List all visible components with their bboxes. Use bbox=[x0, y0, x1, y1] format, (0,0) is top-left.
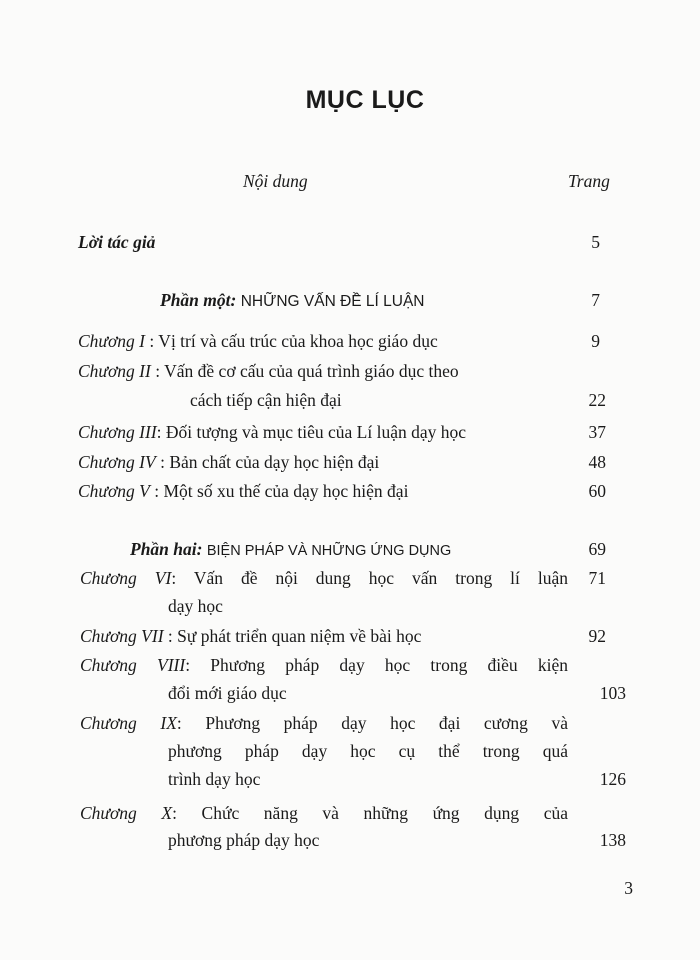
chapter-title: : Vấn đề nội dung học vấn trong lí luận bbox=[171, 568, 568, 588]
chapter-label: Chương X bbox=[80, 803, 173, 823]
toc-page: 71 bbox=[588, 568, 606, 588]
toc-page: 103 bbox=[599, 683, 626, 703]
toc-page: 126 bbox=[599, 769, 626, 789]
chapter-label: Chương VIII bbox=[80, 655, 186, 675]
column-header-page: Trang bbox=[568, 171, 610, 191]
part-label: Phần hai: bbox=[130, 539, 203, 559]
chapter-title: : Vấn đề cơ cấu của quá trình giáo dục theo bbox=[150, 361, 459, 381]
toc-page: 60 bbox=[588, 481, 606, 501]
toc-page: 48 bbox=[588, 452, 606, 472]
chapter-title-continued: trình dạy học bbox=[168, 769, 261, 789]
chapter-title-continued: dạy học bbox=[168, 596, 223, 616]
toc-preface: Lời tác giả bbox=[78, 232, 156, 252]
chapter-label: Chương IX bbox=[80, 713, 177, 733]
toc-part-one bbox=[160, 289, 425, 313]
toc-chapter bbox=[78, 360, 459, 382]
toc-chapter bbox=[78, 421, 466, 443]
chapter-label: Chương VI bbox=[80, 568, 172, 588]
chapter-title: : Đối tượng và mục tiêu của Lí luận dạy học bbox=[156, 422, 467, 442]
chapter-title: : Sự phát triển quan niệm về bài học bbox=[163, 626, 422, 646]
chapter-title: : Vị trí và cấu trúc của khoa học giáo dục bbox=[145, 331, 438, 351]
toc-chapter bbox=[78, 330, 438, 352]
toc-chapter bbox=[80, 625, 421, 647]
chapter-title-continued: phương pháp dạy học bbox=[168, 830, 320, 850]
toc-page: 5 bbox=[591, 232, 600, 252]
toc-chapter bbox=[80, 712, 568, 734]
toc-chapter bbox=[80, 654, 568, 676]
toc-chapter bbox=[78, 480, 408, 502]
toc-chapter bbox=[80, 567, 568, 589]
chapter-label: Chương VII bbox=[80, 626, 164, 646]
chapter-title: : Phương pháp dạy học đại cương và bbox=[176, 713, 568, 733]
chapter-title-continued: đổi mới giáo dục bbox=[168, 683, 287, 703]
toc-page: 37 bbox=[588, 422, 606, 442]
toc-part-two bbox=[130, 538, 451, 562]
toc-chapter bbox=[78, 451, 379, 473]
chapter-label: Chương V bbox=[78, 481, 150, 501]
chapter-title: : Một số xu thế của dạy học hiện đại bbox=[149, 481, 409, 501]
chapter-label: Chương II bbox=[78, 361, 151, 381]
chapter-label: Chương III bbox=[78, 422, 157, 442]
chapter-title: : Phương pháp dạy học trong điều kiện bbox=[185, 655, 569, 675]
toc-chapter bbox=[80, 802, 568, 824]
toc-page: 138 bbox=[599, 830, 626, 850]
chapter-label: Chương I bbox=[78, 331, 146, 351]
chapter-title-continued: phương pháp dạy học cụ thể trong quá bbox=[168, 741, 568, 761]
part-label: Phần một: bbox=[160, 290, 237, 310]
toc-page: 7 bbox=[591, 290, 600, 310]
toc-page: 22 bbox=[588, 390, 606, 410]
toc-page: 9 bbox=[591, 331, 600, 351]
page-number: 3 bbox=[624, 878, 633, 898]
toc-page: 69 bbox=[588, 539, 606, 559]
page-title: MỤC LỤC bbox=[305, 86, 425, 114]
column-header-content: Nội dung bbox=[243, 171, 308, 191]
part-title: BIỆN PHÁP VÀ NHỮNG ỨNG DỤNG bbox=[206, 543, 452, 559]
part-title: NHỮNG VẤN ĐỀ LÍ LUẬN bbox=[240, 293, 425, 310]
chapter-label: Chương IV bbox=[78, 452, 156, 472]
chapter-title-continued: cách tiếp cận hiện đại bbox=[190, 390, 342, 410]
toc-page: 92 bbox=[588, 626, 606, 646]
chapter-title: : Chức năng và những ứng dụng của bbox=[172, 803, 569, 823]
chapter-title: : Bản chất của dạy học hiện đại bbox=[155, 452, 380, 472]
